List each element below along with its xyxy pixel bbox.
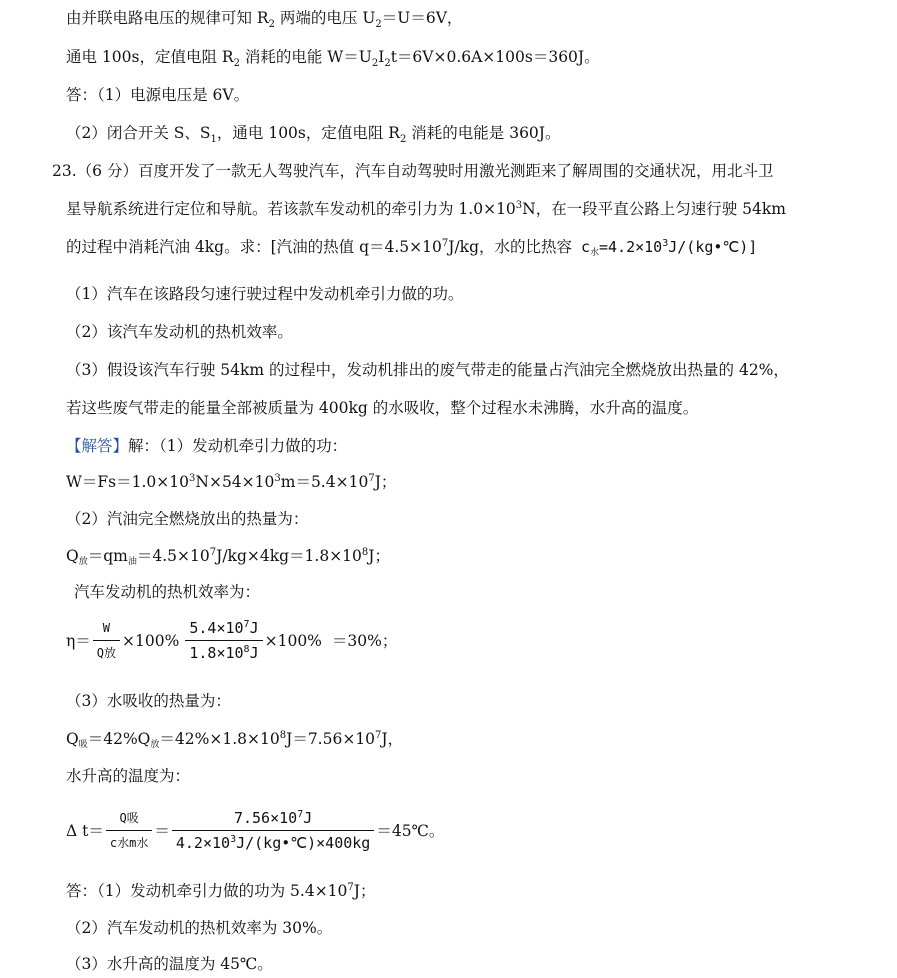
- efficiency-intro: 汽车发动机的热机效率为：: [74, 583, 261, 601]
- solution-intro: 【解答】解：（1）发动机牵引力做的功：: [66, 437, 348, 455]
- solution-part-2: （2）汽油完全燃烧放出的热量为：: [66, 510, 309, 528]
- final-answer-3: （3）水升高的温度为 45℃。: [66, 955, 273, 973]
- solution-part-3: （3）水吸收的热量为：: [66, 692, 231, 710]
- efficiency-equation: η＝ $\frac{W}{\text{Q放}}$ ×100% $\frac{5.4\times 10^7J}{1.8\times 10^8J}$ ×100% ＝30%；: [66, 616, 397, 665]
- temperature-equation: Δ t＝ $\frac{\text{Q吸}}{\text{c水m水}}$ ＝ $\frac{7.56\times 10^7J}{4.2\times 10^3J/(kg•℃)\times 400kg}$ ＝45℃。: [66, 806, 444, 855]
- work-equation: $W=Fs=1.0\times 10^3N\times 54\times 10^3m=5.4\times 10^7J$；: [66, 472, 397, 491]
- prev-energy-line: 通电 100s，定值电阻 $R_2$ 消耗的电能 $W=U_2I_2t=6V\times 0.6A\times 100s=360J$。: [66, 48, 600, 70]
- question-23-line-3: 的过程中消耗汽油 4kg。求：[汽油的热值 $q=4.5\times 10^7J/kg$，水的比热容 $c_水=4.2\times 10^3J/(kg•℃)$]: [66, 237, 758, 258]
- prev-answer-2: （2）闭合开关 S、$S_1$，通电 100s，定值电阻 $R_2$ 消耗的电能是 360J。: [66, 124, 561, 146]
- specific-heat-formula: $c_水=4.2\times 10^3J/(kg•℃)$]: [580, 238, 758, 258]
- temperature-fraction-symbolic: $\frac{\text{Q吸}}{\text{c水m水}}$: [106, 806, 153, 855]
- heat-absorbed-equation: Q吸＝42%Q放$=42\%\times 1.8\times 10^8J=7.56\times 10^7J$，: [66, 729, 404, 750]
- final-answer-1: 答：（1）发动机牵引力做的功为 $5.4\times 10^7J$；: [66, 881, 376, 900]
- final-answer-2: （2）汽车发动机的热机效率为 30%。: [66, 919, 333, 937]
- solution-tag: 【解答】: [66, 437, 129, 455]
- efficiency-fraction-symbolic: $\frac{W}{\text{Q放}}$: [93, 616, 120, 665]
- question-part-3-line-1: （3）假设该汽车行驶 54km 的过程中，发动机排出的废气带走的能量占汽油完全燃烧放出热量的 42%，: [66, 361, 789, 379]
- question-part-3-line-2: 若这些废气带走的能量全部被质量为 400kg 的水吸收，整个过程水未沸腾，水升高的温度。: [66, 399, 699, 417]
- question-23-line-2: 星导航系统进行定位和导航。若该款车发动机的牵引力为 $1.0\times 10^3N$，在一段平直公路上匀速行驶 54km: [66, 199, 786, 218]
- efficiency-fraction-numeric: $\frac{5.4\times 10^7J}{1.8\times 10^8J}$: [185, 616, 262, 665]
- question-23-line-1: 23.（6 分）百度开发了一款无人驾驶汽车，汽车自动驾驶时用激光测距来了解周围的交通状况，用北斗卫: [52, 162, 774, 180]
- prev-voltage-line: 由并联电路电压的规律可知 $R_2$ 两端的电压 $U_2=U=6V$，: [66, 9, 463, 31]
- prev-answer-1: 答：（1）电源电压是 6V。: [66, 86, 250, 104]
- temperature-intro: 水升高的温度为：: [66, 767, 191, 785]
- question-part-1: （1）汽车在该路段匀速行驶过程中发动机牵引力做的功。: [66, 285, 464, 303]
- question-part-2: （2）该汽车发动机的热机效率。: [66, 323, 293, 341]
- temperature-fraction-numeric: $\frac{7.56\times 10^7J}{4.2\times 10^3J/(kg•℃)\times 400kg}$: [172, 806, 374, 855]
- heat-released-equation: Q放＝qm油$=4.5\times 10^7J/kg\times 4kg=1.8\times 10^8J$；: [66, 546, 390, 567]
